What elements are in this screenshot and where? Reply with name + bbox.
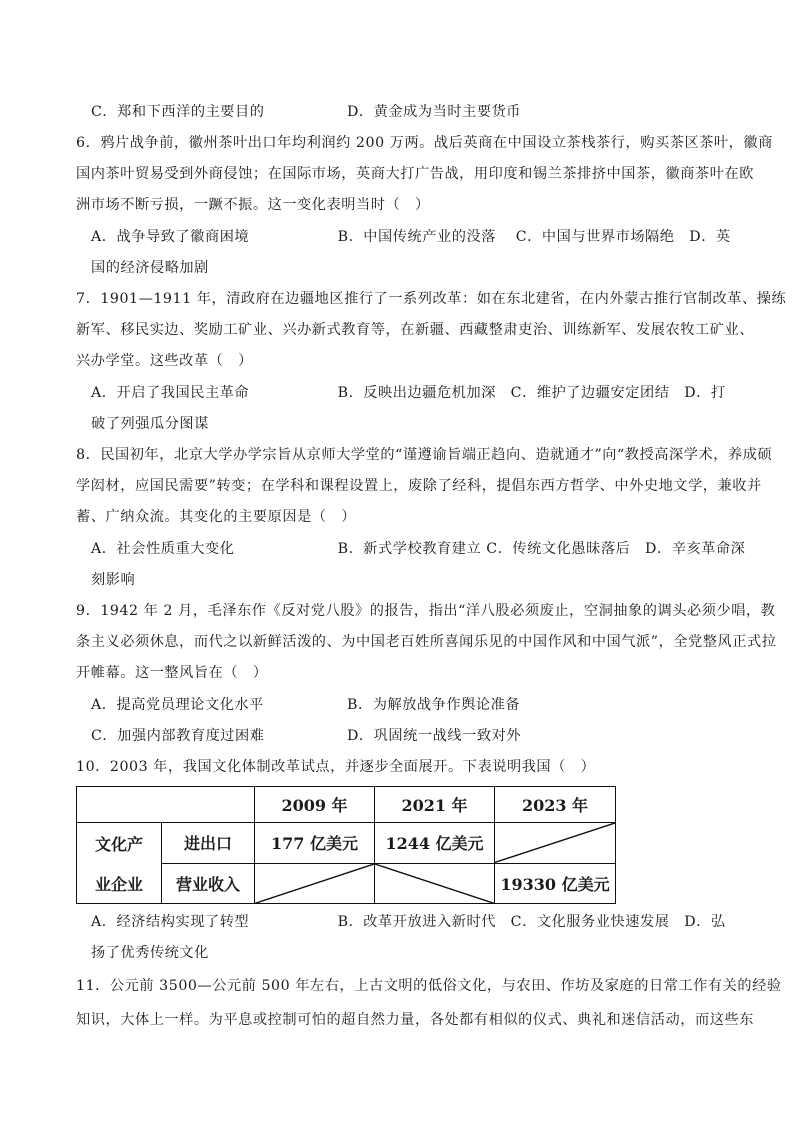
q8-stem-line-3: 蓄、广纳众流。其变化的主要原因是（ ）	[76, 509, 357, 525]
q10-options-line-2: 扬了优秀传统文化	[91, 945, 209, 961]
q5-option-d: D．黄金成为当时主要货币	[347, 104, 522, 120]
table-year-2021: 2021 年	[375, 787, 495, 823]
q8-stem-line-1: 8．民国初年，北京大学办学宗旨从京师大学堂的“谨遵谕旨端正趋向、造就通才”向“教授高深学术，养成硕	[76, 447, 773, 463]
q9-option-b: B．为解放战争作舆论准备	[347, 697, 521, 713]
q5-option-c: C．郑和下西洋的主要目的	[91, 104, 265, 120]
table-empty-diagonal-cell	[495, 823, 616, 863]
q7-stem-line-2: 新军、移民实边、奖励工矿业、兴办新式教育等，在新疆、西藏整肃吏治、训练新军、发展农牧工矿业、	[76, 322, 754, 338]
table-cell: 19330 亿美元	[495, 863, 616, 903]
q9-option-a: A．提高党员理论文化水平	[91, 697, 264, 713]
table-corner-cell	[77, 787, 255, 823]
q8-stem-line-2: 学闳材，应国民需要”转变；在学科和课程设置上，废除了经科，提倡东西方哲学、中外史地文学，兼收并	[76, 478, 762, 494]
q6-stem-line-1: 6．鸦片战争前，徽州茶叶出口年均利润约 200 万两。战后英商在中国设立茶栈茶行，购买茶区茶叶，徽商	[76, 135, 773, 151]
table-cell: 177 亿美元	[255, 823, 375, 863]
q9-stem-line-3: 开帷幕。这一整风旨在（ ）	[76, 665, 268, 681]
q7-stem-line-1: 7．1901—1911 年，清政府在边疆地区推行了一系列改革：如在东北建省，在内外蒙古推行官制改革、操练	[76, 291, 787, 307]
table-header-row	[77, 787, 616, 823]
q6-stem-line-2: 国内茶叶贸易受到外商侵蚀；在国际市场，英商大打广告战，用印度和锡兰茶排挤中国茶，徽商茶叶在欧	[76, 166, 754, 182]
q6-options-line-1: A．战争导致了徽商困境 B．中国传统产业的没落 C．中国与世界市场隔绝 D．英	[91, 229, 731, 245]
q7-stem-line-3: 兴办学堂。这些改革（ ）	[76, 353, 253, 369]
q7-options-line-2: 破了列强瓜分图谋	[91, 416, 209, 432]
q11-stem-line-2: 知识，大体上一样。为平息或控制可怕的超自然力量，各处都有相似的仪式、典礼和迷信活动，而这些东	[76, 1012, 754, 1028]
q10-options-line-1: A．经济结构实现了转型 B．改革开放进入新时代 C．文化服务业快速发展 D．弘	[91, 914, 726, 930]
q6-stem-line-3: 洲市场不断亏损，一蹶不振。这一变化表明当时（ ）	[76, 197, 430, 213]
table-group-label-top: 文化产	[77, 823, 162, 863]
table-row	[77, 863, 616, 903]
q9-option-c: C．加强内部教育度过困难	[91, 728, 265, 744]
q7-options-line-1: A．开启了我国民主革命 B．反映出边疆危机加深 C．维护了边疆安定团结 D．打	[91, 385, 726, 401]
q11-stem-line-1: 11．公元前 3500—公元前 500 年左右，上古文明的低俗文化，与农田、作坊及家庭的日常工作有关的经验	[76, 978, 782, 994]
q6-options-line-2: 国的经济侵略加剧	[91, 260, 209, 276]
table-empty-diagonal-cell	[255, 863, 375, 903]
q8-options-line-2: 刻影响	[91, 572, 136, 588]
q8-options-line-1: A．社会性质重大变化 B．新式学校教育建立 C．传统文化愚昧落后 D．辛亥革命深	[91, 541, 746, 557]
table-year-2009: 2009 年	[255, 787, 375, 823]
q9-stem-line-1: 9．1942 年 2 月，毛泽东作《反对党八股》的报告，指出“洋八股必须废止，空洞抽象的调头必须少唱，教	[76, 603, 776, 619]
table-row-label: 进出口	[162, 823, 255, 863]
q9-stem-line-2: 条主义必须休息，而代之以新鲜活泼的、为中国老百姓所喜闻乐见的中国作风和中国气派”，全党整风正式拉	[76, 634, 777, 650]
table-empty-diagonal-cell	[375, 863, 495, 903]
q10-stem: 10．2003 年，我国文化体制改革试点，并逐步全面展开。下表说明我国（ ）	[76, 759, 596, 775]
table-row	[77, 823, 616, 863]
q10-data-table	[76, 786, 616, 904]
q9-option-d: D．巩固统一战线一致对外	[347, 728, 522, 744]
table-row-label: 营业收入	[162, 863, 255, 903]
table-year-2023: 2023 年	[495, 787, 616, 823]
table-group-label-bottom: 业企业	[77, 863, 162, 903]
table-cell: 1244 亿美元	[375, 823, 495, 863]
